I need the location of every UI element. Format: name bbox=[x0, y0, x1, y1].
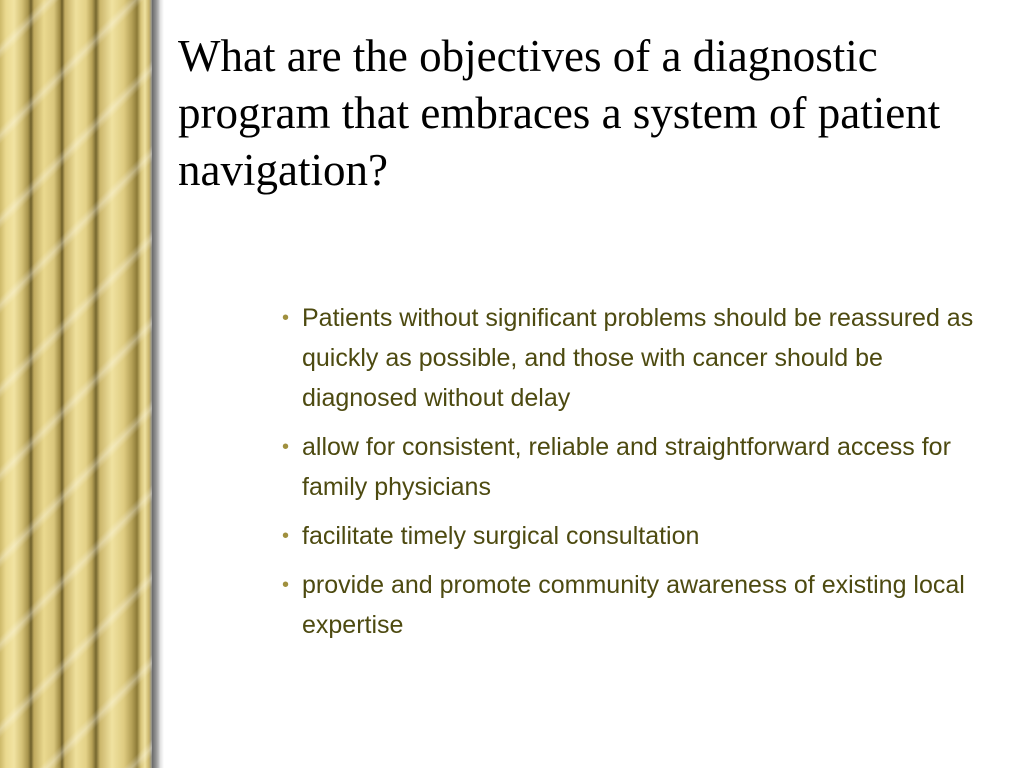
border-drop-shadow bbox=[152, 0, 164, 768]
bullet-dot-icon: • bbox=[282, 436, 290, 458]
bullet-text: Patients without significant problems should be reassured as quickly as possible, and those with cancer should be diagnosed without delay bbox=[302, 304, 974, 412]
bullet-item bbox=[282, 516, 982, 556]
bullet-dot-icon: • bbox=[282, 307, 290, 329]
bullet-list bbox=[282, 298, 982, 654]
slide-title: What are the objectives of a diagnostic program that embraces a system of patient navigation? bbox=[178, 31, 941, 195]
bullet-dot-icon: • bbox=[282, 525, 290, 547]
bullet-text: allow for consistent, reliable and straightforward access for family physicians bbox=[302, 433, 951, 501]
bullet-text: provide and promote community awareness of existing local expertise bbox=[302, 571, 965, 639]
bullet-item bbox=[282, 565, 982, 645]
bullet-dot-icon: • bbox=[282, 574, 290, 596]
bullet-text: facilitate timely surgical consultation bbox=[302, 522, 700, 550]
decorative-gold-border bbox=[0, 0, 160, 768]
bullet-item bbox=[282, 298, 982, 418]
bullet-item bbox=[282, 427, 982, 507]
gold-column-sheen bbox=[0, 0, 152, 768]
